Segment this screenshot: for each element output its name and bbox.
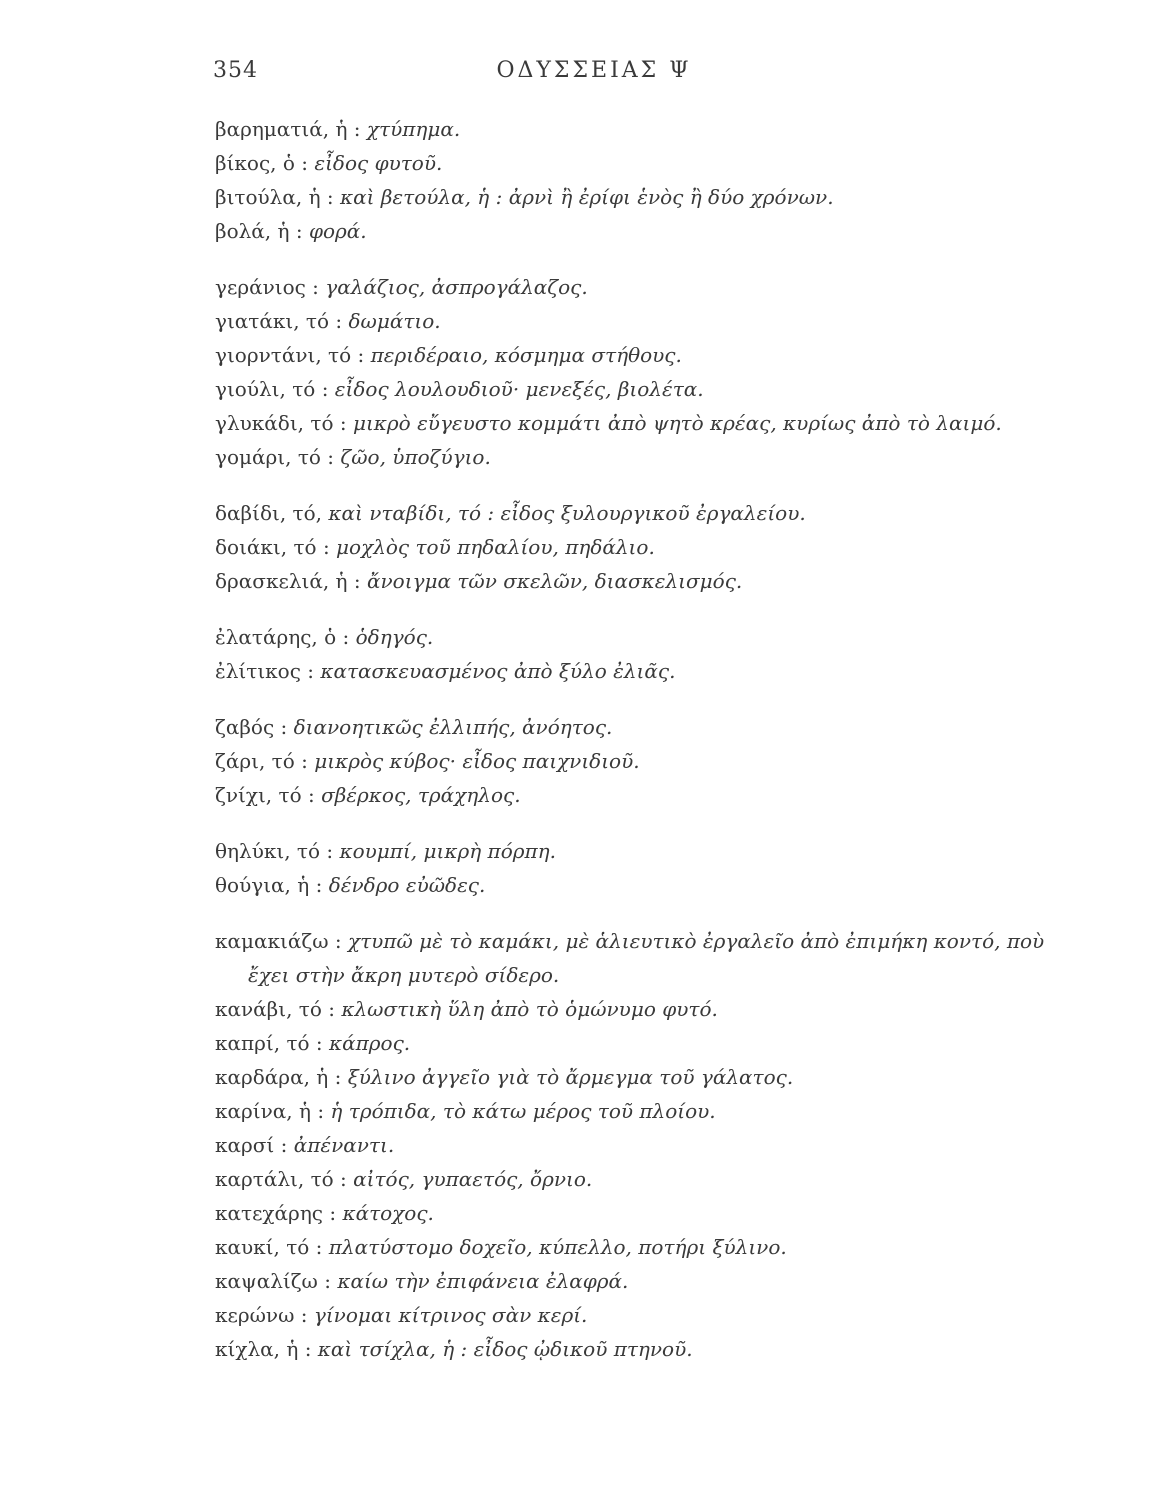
entry-definition: εἶδος λουλουδιοῦ· μενεξές, βιολέτα. (334, 377, 704, 401)
entry-lemma: κατεχάρης : (215, 1201, 337, 1225)
glossary-entry (215, 1162, 1095, 1196)
entry-lemma: γιατάκι, τό : (215, 309, 343, 333)
glossary-entry (215, 146, 1095, 180)
entry-lemma: βαρηματιά, ἡ : (215, 117, 361, 141)
glossary-entries (215, 112, 1095, 1366)
running-title: ΟΔΥΣΣΕΙΑΣ Ψ (496, 58, 692, 83)
entry-definition: δωμάτιο. (348, 309, 441, 333)
entry-definition: ζῶο, ὑποζύγιο. (340, 445, 491, 469)
glossary-entry (215, 1094, 1095, 1128)
glossary-entry-continuation (215, 958, 1095, 992)
group-spacer (215, 688, 1095, 710)
entry-lemma: θούγια, ἡ : (215, 873, 323, 897)
entry-lemma: γιούλι, τό : (215, 377, 329, 401)
glossary-entry (215, 1060, 1095, 1094)
entry-definition: φορά. (308, 219, 367, 243)
glossary-entry (215, 710, 1095, 744)
entry-definition: σβέρκος, τράχηλος. (321, 783, 521, 807)
entry-definition: ἔχει στὴν ἄκρη μυτερὸ σίδερο. (248, 963, 560, 987)
glossary-entry (215, 372, 1095, 406)
entry-lemma: γιορντάνι, τό : (215, 343, 365, 367)
group-spacer (215, 598, 1095, 620)
glossary-entry (215, 1196, 1095, 1230)
entry-definition: μικρὸ εὔγευστο κομμάτι ἀπὸ ψητὸ κρέας, κυρίως ἀπὸ τὸ λαιμό. (352, 411, 1002, 435)
glossary-entry (215, 1026, 1095, 1060)
glossary-entry (215, 924, 1095, 958)
glossary-entry (215, 834, 1095, 868)
entry-lemma: βολά, ἡ : (215, 219, 303, 243)
glossary-entry (215, 564, 1095, 598)
entry-lemma: καμακιάζω : (215, 929, 342, 953)
entry-lemma: βίκος, ὁ : (215, 151, 308, 175)
entry-definition: εἶδος φυτοῦ. (314, 151, 443, 175)
entry-lemma: δρασκελιά, ἡ : (215, 569, 361, 593)
entry-definition: καὶ βετούλα, ἡ : ἀρνὶ ἢ ἐρίφι ἑνὸς ἢ δύο χρόνων. (340, 185, 834, 209)
entry-definition: περιδέραιο, κόσμημα στήθους. (370, 343, 682, 367)
glossary-entry (215, 1298, 1095, 1332)
glossary-entry (215, 440, 1095, 474)
entry-definition: καὶ νταβίδι, τό : εἶδος ξυλουργικοῦ ἐργαλείου. (328, 501, 806, 525)
glossary-entry (215, 1332, 1095, 1366)
entry-lemma: ζνίχι, τό : (215, 783, 315, 807)
page-number: 354 (213, 58, 258, 83)
glossary-entry (215, 1128, 1095, 1162)
entry-lemma: δοιάκι, τό : (215, 535, 330, 559)
entry-definition: ὁδηγός. (355, 625, 434, 649)
entry-definition: χτύπημα. (366, 117, 461, 141)
entry-definition: γαλάζιος, ἀσπρογάλαζος. (325, 275, 588, 299)
glossary-entry (215, 112, 1095, 146)
entry-definition: δένδρο εὐῶδες. (328, 873, 486, 897)
glossary-entry (215, 620, 1095, 654)
group-spacer (215, 902, 1095, 924)
group-spacer (215, 248, 1095, 270)
entry-lemma: καρσί : (215, 1133, 288, 1157)
glossary-entry (215, 304, 1095, 338)
entry-definition: χτυπῶ μὲ τὸ καμάκι, μὲ ἁλιευτικὸ ἐργαλεῖο ἀπὸ ἐπιμήκη κοντό, ποὺ (347, 929, 1045, 953)
entry-definition: ξύλινο ἀγγεῖο γιὰ τὸ ἄρμεγμα τοῦ γάλατος. (347, 1065, 794, 1089)
entry-definition: ἀπέναντι. (293, 1133, 395, 1157)
entry-definition: κάτοχος. (342, 1201, 434, 1225)
entry-lemma: γομάρι, τό : (215, 445, 335, 469)
entry-definition: ἄνοιγμα τῶν σκελῶν, διασκελισμός. (367, 569, 743, 593)
entry-lemma: δαβίδι, τό, (215, 501, 323, 525)
entry-definition: κάπρος. (329, 1031, 411, 1055)
glossary-entry (215, 338, 1095, 372)
glossary-entry (215, 1264, 1095, 1298)
entry-definition: γίνομαι κίτρινος σὰν κερί. (313, 1303, 588, 1327)
entry-lemma: καρίνα, ἡ : (215, 1099, 325, 1123)
entry-lemma: ζάρι, τό : (215, 749, 308, 773)
entry-lemma: καψαλίζω : (215, 1269, 331, 1293)
entry-definition: καίω τὴν ἐπιφάνεια ἐλαφρά. (337, 1269, 629, 1293)
glossary-entry (215, 992, 1095, 1026)
entry-lemma: γλυκάδι, τό : (215, 411, 347, 435)
entry-lemma: θηλύκι, τό : (215, 839, 334, 863)
entry-definition: μικρὸς κύβος· εἶδος παιχνιδιοῦ. (314, 749, 640, 773)
entry-definition: αἰτός, γυπαετός, ὄρνιο. (353, 1167, 593, 1191)
entry-lemma: καρτάλι, τό : (215, 1167, 347, 1191)
glossary-entry (215, 868, 1095, 902)
entry-lemma: ἐλατάρης, ὁ : (215, 625, 350, 649)
glossary-entry (215, 654, 1095, 688)
entry-lemma: βιτούλα, ἡ : (215, 185, 334, 209)
glossary-entry (215, 496, 1095, 530)
entry-lemma: καρδάρα, ἡ : (215, 1065, 342, 1089)
glossary-entry (215, 214, 1095, 248)
entry-lemma: κανάβι, τό : (215, 997, 335, 1021)
entry-definition: ἡ τρόπιδα, τὸ κάτω μέρος τοῦ πλοίου. (330, 1099, 716, 1123)
entry-definition: καὶ τσίχλα, ἡ : εἶδος ᾠδικοῦ πτηνοῦ. (317, 1337, 693, 1361)
glossary-entry (215, 1230, 1095, 1264)
page-header (213, 58, 975, 88)
entry-lemma: κερώνω : (215, 1303, 308, 1327)
entry-definition: κουμπί, μικρὴ πόρπη. (339, 839, 556, 863)
entry-definition: μοχλὸς τοῦ πηδαλίου, πηδάλιο. (336, 535, 655, 559)
glossary-entry (215, 744, 1095, 778)
entry-definition: κατασκευασμένος ἀπὸ ξύλο ἐλιᾶς. (320, 659, 676, 683)
entry-lemma: καυκί, τό : (215, 1235, 323, 1259)
entry-definition: κλωστικὴ ὕλη ἀπὸ τὸ ὁμώνυμο φυτό. (341, 997, 718, 1021)
entry-lemma: γεράνιος : (215, 275, 319, 299)
glossary-entry (215, 180, 1095, 214)
glossary-entry (215, 406, 1095, 440)
glossary-entry (215, 270, 1095, 304)
glossary-entry (215, 778, 1095, 812)
group-spacer (215, 474, 1095, 496)
glossary-entry (215, 530, 1095, 564)
entry-lemma: ζαβός : (215, 715, 288, 739)
group-spacer (215, 812, 1095, 834)
entry-lemma: ἐλίτικος : (215, 659, 314, 683)
entry-definition: πλατύστομο δοχεῖο, κύπελλο, ποτήρι ξύλινο. (328, 1235, 787, 1259)
entry-lemma: κίχλα, ἡ : (215, 1337, 312, 1361)
entry-definition: διανοητικῶς ἐλλιπής, ἀνόητος. (293, 715, 613, 739)
entry-lemma: καπρί, τό : (215, 1031, 323, 1055)
